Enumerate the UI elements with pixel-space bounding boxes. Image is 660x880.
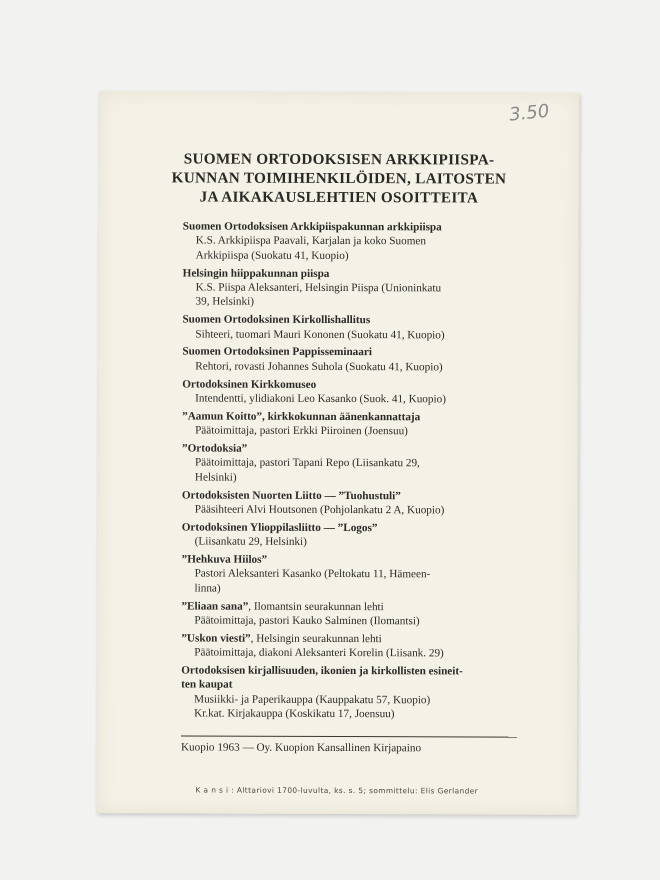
entry-detail-line: Helsinki) [194,471,237,484]
book-back-cover [97,91,580,815]
entry-detail-line: Arkkipiispa (Suokatu 41, Kuopio) [195,249,349,262]
entry-title-text: Suomen Ortodoksinen Kirkollishallitus [182,313,371,327]
entry-title-text: ”Ortodoksia” [181,442,248,455]
address-entry [181,678,517,722]
address-entry [182,488,518,518]
entry-title-text: ten kaupat [181,678,233,692]
entry-title [181,664,517,680]
address-list [181,219,519,725]
address-entry [183,266,519,310]
entry-title [182,520,518,536]
address-entry [181,631,517,661]
entry-title-text: Ortodoksinen Ylioppilasliitto — ”Logos” [181,521,378,534]
entry-title-text: ”Hehkuva Hiilos” [181,553,268,566]
address-entry [182,520,518,550]
address-entry [182,345,518,375]
address-entry [183,219,519,263]
divider-rule [181,735,517,737]
entry-title [182,488,518,504]
entry-title-text: Helsingin hiippakunnan piispa [182,267,330,280]
entry-detail-line: Musiikki- ja Paperikauppa (Kauppakatu 57, Kuopio) [194,693,431,707]
entry-title [181,678,517,694]
pencil-price-note: 3.50 [508,100,551,126]
entry-detail-line: Pastori Aleksanteri Kasanko (Peltokatu 11, Hämeen- [194,567,431,581]
entry-detail-line: Kr.kat. Kirjakauppa (Koskikatu 17, Joensuu) [194,707,395,721]
entry-detail-line: linna) [194,582,221,595]
entry-title-text: Ortodoksisen kirjallisuuden, ikonien ja kirkollisten esineit- [181,664,463,678]
entry-title [183,266,519,282]
address-entry [182,553,518,597]
entry-title [182,409,518,425]
entry-title [182,553,518,569]
heading-line: SUOMEN ORTODOKSISEN ARKKIPIISPA- [183,150,495,169]
entry-detail-line: Päätoimittaja, diakoni Aleksanteri Korelin (Liisank. 29) [194,646,444,660]
entry-detail-line: Intendentti, ylidiakoni Leo Kasanko (Suok. 41, Kuopio) [195,392,446,406]
entry-title-text: Suomen Ortodoksinen Pappisseminaari [182,345,372,359]
entry-detail-line: Rehtori, rovasti Johannes Suhola (Suokatu 41, Kuopio) [195,360,443,374]
entry-title [182,345,518,361]
entry-title [181,631,517,647]
address-entry [182,441,518,485]
entry-title [181,599,517,615]
cover-credit: K a n s i : Alttariovi 1700-luvulta, ks. s. 5; sommittelu: Elis Gerlander [195,785,479,796]
entry-title [182,441,518,457]
entry-detail-line: Sihteeri, tuomari Mauri Kononen (Suokatu 41, Kuopio) [195,328,445,341]
address-entry [182,409,518,439]
entry-detail-line: K.S. Piispa Aleksanteri, Helsingin Piispa (Unioninkatu [195,281,442,295]
entry-title [182,377,518,393]
entry-title-text: ”Aamun Koitto”, kirkkokunnan äänenkannattaja [182,410,421,424]
entry-detail-line: K.S. Arkkipiispa Paavali, Karjalan ja koko Suomen [195,234,427,248]
entry-detail-line: Pääsihteeri Alvi Houtsonen (Pohjolankatu 2 A, Kuopio) [194,503,445,517]
entry-detail-line: (Liisankatu 29, Helsinki) [194,535,307,549]
entry-title-text: Ortodoksisten Nuorten Liitto — ”Tuohustuli” [181,489,401,502]
entry-detail-line: Päätoimittaja, pastori Kauko Salminen (Ilomantsi) [194,614,420,628]
address-entry [181,599,517,629]
address-entry [182,377,518,407]
address-entry [182,313,518,343]
heading-line: JA AIKAKAUSLEHTIEN OSOITTEITA [199,188,479,207]
entry-detail-line: Päätoimittaja, pastori Tapani Repo (Liisankatu 29, [194,456,420,470]
entry-detail-line: Päätoimittaja, pastori Erkki Piiroinen (Joensuu) [195,424,408,438]
entry-title-text: ”Uskon viesti” [181,632,251,645]
heading-line: KUNNAN TOIMIHENKILÖIDEN, LAITOSTEN [171,169,507,188]
entry-title-text: Ortodoksinen Kirkkomuseo [182,378,317,391]
entry-title-text: Suomen Ortodoksisen Arkkipiispakunnan arkkipiispa [182,220,442,234]
entry-detail-line: 39, Helsinki) [195,295,254,309]
entry-title-extra: , Helsingin seurakunnan lehti [250,632,382,646]
address-entry [181,664,517,680]
entry-title-text: ”Eliaan sana” [181,600,249,613]
page-heading [139,149,539,207]
entry-title-extra: , Ilomantsin seurakunnan lehti [248,600,384,613]
printer-imprint: Kuopio 1963 — Oy. Kuopion Kansallinen Kirjapaino [180,741,422,755]
entry-title [182,313,518,329]
entry-title [183,219,519,235]
